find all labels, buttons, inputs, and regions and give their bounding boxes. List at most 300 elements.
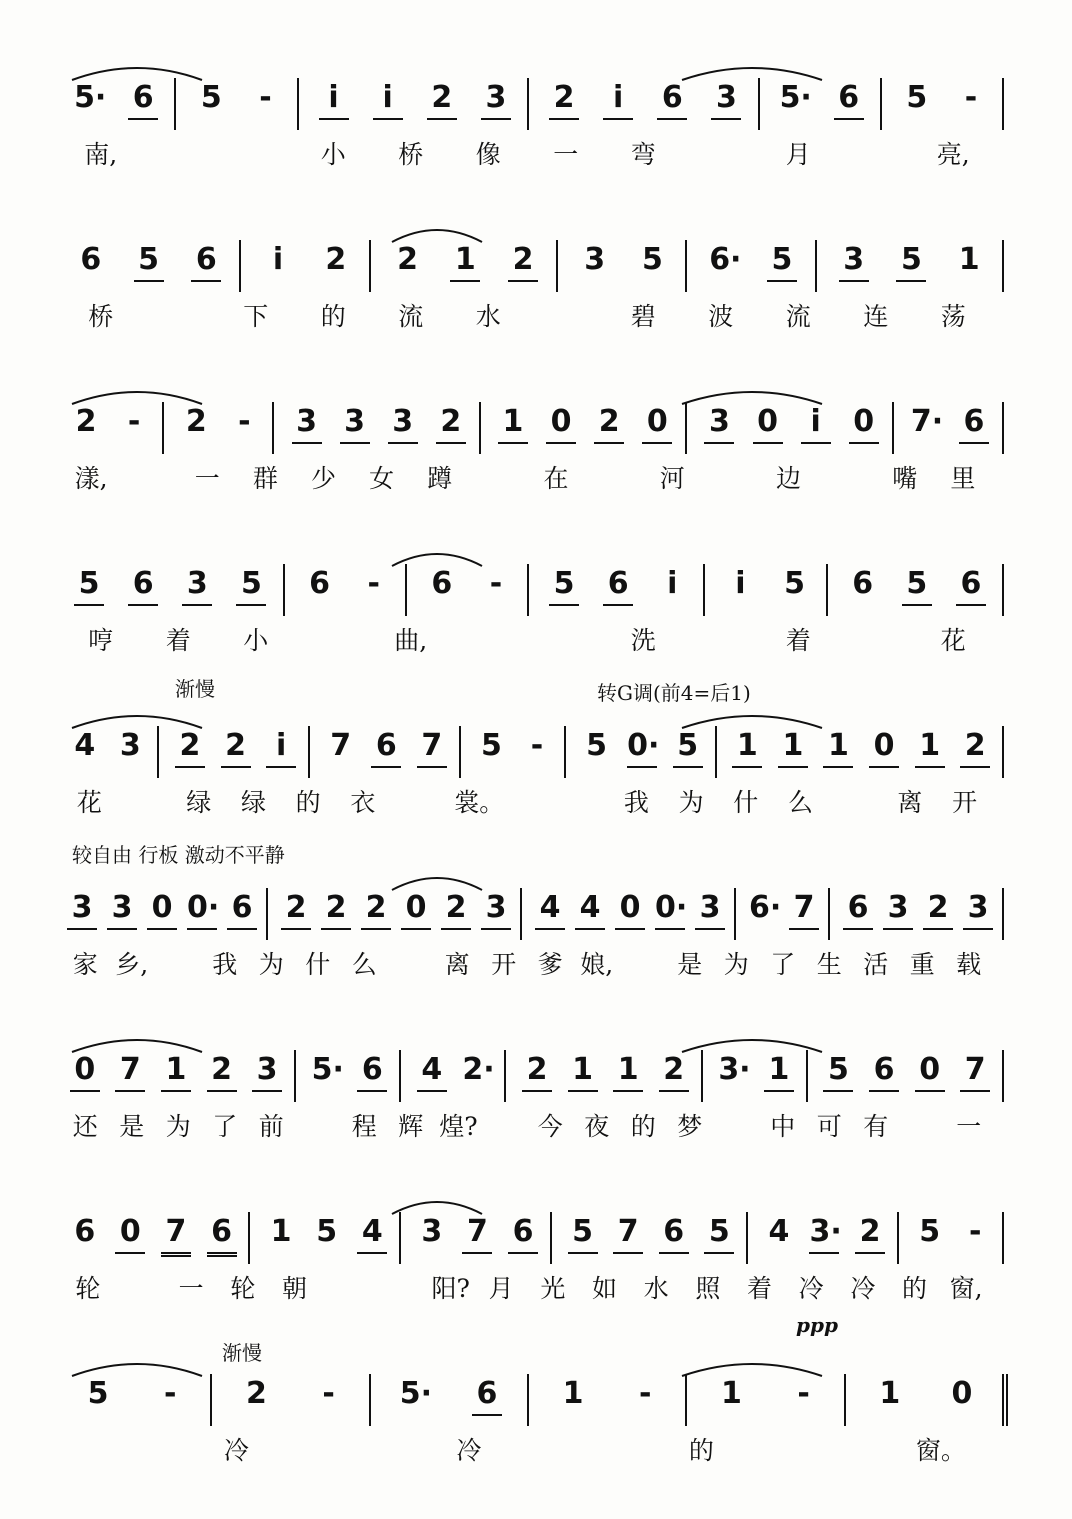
note: - <box>968 1214 982 1249</box>
barline <box>880 78 882 130</box>
barline <box>527 78 529 130</box>
notation-line <box>0 888 1072 948</box>
lyric-syllable: 里 <box>950 464 976 493</box>
note: 5· <box>311 1052 344 1087</box>
note: 1 <box>568 1050 598 1092</box>
lyric-syllable: 桥 <box>88 302 114 331</box>
note: 2 <box>245 1376 267 1411</box>
note: 1 <box>879 1376 901 1411</box>
note: - <box>238 404 251 439</box>
lyric-syllable: 南, <box>84 140 118 169</box>
note: 6 <box>128 564 158 606</box>
barline <box>297 78 299 130</box>
barline <box>1002 402 1004 454</box>
barline <box>504 1050 506 1102</box>
note: 2 <box>659 1050 689 1092</box>
barline <box>162 402 164 454</box>
note: 2 <box>549 78 579 120</box>
barline <box>685 1374 687 1426</box>
note: 1 <box>720 1376 742 1411</box>
lyric-syllable: 花 <box>940 626 966 655</box>
note: 1 <box>450 240 480 282</box>
barline <box>266 888 268 940</box>
note: 5 <box>568 1212 598 1254</box>
note: 7 <box>462 1212 492 1254</box>
score-system <box>0 1032 1072 1195</box>
lyric-syllable: 阳? <box>431 1274 470 1303</box>
barline <box>758 78 760 130</box>
note: 2 <box>185 404 207 439</box>
lyric-syllable: 娘, <box>580 950 614 979</box>
note: 0 <box>147 888 177 930</box>
note: 5 <box>480 728 502 763</box>
note: 7· <box>910 404 944 439</box>
barline <box>157 726 159 778</box>
note: 3 <box>119 728 141 763</box>
note: 1 <box>613 1050 643 1092</box>
note: 7 <box>115 1050 145 1092</box>
note: 0· <box>187 888 217 930</box>
notation-line <box>0 1212 1072 1272</box>
note: 7 <box>417 726 447 768</box>
barline <box>1002 1212 1004 1264</box>
note: 1 <box>732 726 762 768</box>
note: 1 <box>161 1050 191 1092</box>
lyric-syllable: 绿 <box>186 788 212 817</box>
lyric-syllable: 一 <box>956 1112 982 1141</box>
lyric-syllable: 连 <box>863 302 889 331</box>
performance-direction: 渐慢 <box>175 677 215 701</box>
note: 1 <box>823 726 853 768</box>
lyric-syllable: 如 <box>591 1274 617 1303</box>
note: 3· <box>809 1212 839 1254</box>
barline <box>399 1050 401 1102</box>
barline <box>550 1212 552 1264</box>
note: 7 <box>613 1212 643 1254</box>
lyric-syllable: 群 <box>252 464 278 493</box>
lyric-syllable: 水 <box>475 302 501 331</box>
lyric-syllable: 像 <box>475 140 501 169</box>
note: 3 <box>584 242 606 277</box>
barline <box>369 1374 371 1426</box>
note: 0 <box>401 888 431 930</box>
lyric-syllable: 还 <box>72 1112 98 1141</box>
note: 4 <box>357 1212 387 1254</box>
note: 6 <box>309 566 330 601</box>
note: 0 <box>915 1050 945 1092</box>
note: 4 <box>535 888 565 930</box>
lyric-syllable: 的 <box>295 788 321 817</box>
note: 5 <box>902 564 932 606</box>
lyric-syllable: 的 <box>630 1112 656 1141</box>
note: 2 <box>361 888 391 930</box>
note: 6 <box>508 1212 538 1254</box>
note: 0 <box>70 1050 100 1092</box>
lyric-syllable: 窗, <box>949 1274 983 1303</box>
barline <box>1002 726 1004 778</box>
lyric-syllable: 边 <box>776 464 802 493</box>
lyric-syllable: 的 <box>901 1274 927 1303</box>
note: 2 <box>397 242 418 277</box>
note: 3 <box>107 888 137 930</box>
note: - <box>367 566 380 601</box>
barline <box>844 1374 846 1426</box>
performance-direction: 较自由 行板 激动不平静 <box>72 843 285 867</box>
lyric-syllable: 裳。 <box>454 788 505 817</box>
note: 3 <box>388 402 418 444</box>
lyric-syllable: 曲, <box>394 626 428 655</box>
note: 2 <box>207 1050 237 1092</box>
lyric-syllable: 漾, <box>74 464 108 493</box>
note: 1 <box>270 1214 292 1249</box>
note: i <box>801 402 831 444</box>
note: 6 <box>431 566 453 601</box>
note: 6 <box>869 1050 899 1092</box>
note: 7 <box>161 1212 191 1257</box>
barline <box>701 1050 703 1102</box>
note: 5 <box>200 80 222 115</box>
lyric-syllable: 么 <box>788 788 814 817</box>
barline <box>715 726 717 778</box>
note: 6 <box>128 78 158 120</box>
score-system <box>0 870 1072 1033</box>
note: 5 <box>906 80 928 115</box>
note: 3 <box>252 1050 282 1092</box>
note: i <box>603 78 633 120</box>
lyric-syllable: 为 <box>165 1112 191 1141</box>
barline <box>527 564 529 616</box>
note: 6 <box>80 242 102 277</box>
note: i <box>373 78 403 120</box>
score-system <box>0 546 1072 709</box>
note: i <box>266 726 296 768</box>
note: - <box>164 1376 177 1411</box>
score-system <box>0 1194 1072 1357</box>
note: 0 <box>849 402 879 444</box>
barline <box>746 1212 748 1264</box>
lyric-syllable: 梦 <box>677 1112 703 1141</box>
note: 3 <box>421 1214 443 1249</box>
note: 6 <box>843 888 873 930</box>
note: i <box>667 566 678 601</box>
lyric-syllable: 河 <box>659 464 685 493</box>
barline <box>1002 78 1004 130</box>
note: 4 <box>417 1050 447 1092</box>
lyric-syllable: 有 <box>863 1112 889 1141</box>
lyric-syllable: 今 <box>537 1112 563 1141</box>
note: 5 <box>642 242 663 277</box>
note: - <box>259 80 272 115</box>
lyric-syllable: 离 <box>444 950 470 979</box>
lyric-syllable: 夜 <box>584 1112 610 1141</box>
lyric-syllable: 小 <box>243 626 269 655</box>
lyric-syllable: 窗。 <box>915 1436 966 1465</box>
barline <box>239 240 241 292</box>
barline <box>897 1212 899 1264</box>
barline <box>479 402 481 454</box>
barline <box>210 1374 212 1426</box>
lyric-syllable: 轮 <box>230 1274 256 1303</box>
lyric-syllable: 我 <box>623 788 649 817</box>
lyric-syllable: 么 <box>351 950 377 979</box>
note: 2 <box>221 726 251 768</box>
note: 6· <box>749 890 782 925</box>
lyric-syllable: 蹲 <box>427 464 453 493</box>
note: 6 <box>227 888 257 930</box>
note: 5 <box>704 1212 734 1254</box>
note: 2 <box>960 726 990 768</box>
note: 5 <box>919 1214 941 1249</box>
barline <box>248 1212 250 1264</box>
lyric-syllable: 是 <box>677 950 703 979</box>
note: 2 <box>436 402 466 444</box>
note: 6 <box>74 1214 96 1249</box>
note: 6 <box>207 1212 237 1257</box>
lyric-syllable: 一 <box>178 1274 204 1303</box>
barline <box>520 888 522 940</box>
lyric-syllable: 一 <box>553 140 579 169</box>
note: 6 <box>657 78 687 120</box>
lyric-syllable: 家 <box>72 950 98 979</box>
lyric-syllable: 载 <box>956 950 982 979</box>
lyric-syllable: 洗 <box>630 626 656 655</box>
lyric-syllable: 荡 <box>940 302 966 331</box>
lyric-syllable: 碧 <box>630 302 656 331</box>
note: 0 <box>115 1212 145 1254</box>
barline <box>272 402 274 454</box>
lyric-syllable: 了 <box>770 950 796 979</box>
barline <box>1002 888 1004 940</box>
lyric-syllable: 离 <box>897 788 923 817</box>
lyric-syllable: 什 <box>305 950 331 979</box>
note: 5 <box>74 564 104 606</box>
note: 0· <box>627 726 657 768</box>
note: 2 <box>325 242 347 277</box>
note: 3 <box>711 78 741 120</box>
note: 4 <box>74 728 96 763</box>
note: 5 <box>87 1376 109 1411</box>
note: 6 <box>959 402 989 444</box>
lyric-syllable: 开 <box>952 788 978 817</box>
note: 7 <box>960 1050 990 1092</box>
note: - <box>322 1376 335 1411</box>
note: 3 <box>704 402 734 444</box>
note: 4 <box>768 1214 790 1249</box>
lyric-syllable: 弯 <box>630 140 656 169</box>
note: 2 <box>75 404 97 439</box>
note: i <box>272 242 284 277</box>
performance-direction: 转G调(前4=后1) <box>597 681 751 705</box>
barline <box>294 1050 296 1102</box>
lyric-syllable: 是 <box>119 1112 145 1141</box>
note: - <box>797 1376 810 1411</box>
lyric-syllable: 月 <box>785 140 811 169</box>
note: 3 <box>292 402 322 444</box>
notation-line <box>0 78 1072 138</box>
notation-line <box>0 402 1072 462</box>
note: - <box>489 566 503 601</box>
note: 4 <box>575 888 605 930</box>
lyric-syllable: 光 <box>540 1274 566 1303</box>
lyric-syllable: 我 <box>212 950 238 979</box>
note: - <box>964 80 978 115</box>
note: 6 <box>834 78 864 120</box>
lyric-syllable: 嘴 <box>892 464 918 493</box>
note: 3 <box>963 888 993 930</box>
lyric-syllable: 月 <box>488 1274 514 1303</box>
note: 6 <box>357 1050 387 1092</box>
lyric-syllable: 衣 <box>350 788 376 817</box>
note: 2 <box>923 888 953 930</box>
final-barline <box>1002 1374 1008 1426</box>
lyric-syllable: 着 <box>746 1274 772 1303</box>
lyric-syllable: 照 <box>695 1274 721 1303</box>
note: 2 <box>175 726 205 768</box>
note: 0 <box>546 402 576 444</box>
note: 3 <box>67 888 97 930</box>
note: 3 <box>839 240 869 282</box>
lyric-syllable: 煌? <box>439 1112 478 1141</box>
lyric-syllable: 冷 <box>798 1274 824 1303</box>
barline <box>1002 1050 1004 1102</box>
performance-direction: ppp <box>796 1313 838 1337</box>
lyric-syllable: 什 <box>733 788 759 817</box>
barline <box>685 402 687 454</box>
score-system <box>0 384 1072 547</box>
notation-line <box>0 564 1072 624</box>
note: 7 <box>330 728 352 763</box>
barline <box>1002 240 1004 292</box>
barline <box>892 402 894 454</box>
lyric-syllable: 程 <box>351 1112 377 1141</box>
lyric-syllable: 中 <box>770 1112 796 1141</box>
barline <box>308 726 310 778</box>
lyric-syllable: 为 <box>258 950 284 979</box>
lyric-syllable: 绿 <box>240 788 266 817</box>
lyric-syllable: 轮 <box>75 1274 101 1303</box>
lyric-syllable: 花 <box>76 788 102 817</box>
note: 6 <box>371 726 401 768</box>
barline <box>399 1212 401 1264</box>
note: 5· <box>74 80 107 115</box>
note: 1 <box>778 726 808 768</box>
note: 0 <box>615 888 645 930</box>
note: 5· <box>399 1376 433 1411</box>
note: 5 <box>673 726 703 768</box>
note: 1 <box>764 1050 794 1092</box>
note: i <box>319 78 349 120</box>
lyric-syllable: 了 <box>212 1112 238 1141</box>
note: 3 <box>695 888 725 930</box>
lyric-syllable: 流 <box>785 302 811 331</box>
lyric-syllable: 为 <box>723 950 749 979</box>
barline <box>826 564 828 616</box>
note: 3· <box>718 1052 751 1087</box>
lyric-syllable: 前 <box>258 1112 284 1141</box>
lyric-syllable: 活 <box>863 950 889 979</box>
barline <box>174 78 176 130</box>
lyric-syllable: 流 <box>398 302 424 331</box>
note: 2 <box>855 1212 885 1254</box>
lyric-syllable: 哼 <box>88 626 114 655</box>
note: 5 <box>316 1214 338 1249</box>
note: 2 <box>321 888 351 930</box>
note: 2· <box>462 1052 495 1087</box>
note: 3 <box>883 888 913 930</box>
note: 2 <box>594 402 624 444</box>
lyric-syllable: 着 <box>785 626 811 655</box>
note: 2 <box>427 78 457 120</box>
lyric-syllable: 生 <box>816 950 842 979</box>
lyric-syllable: 着 <box>165 626 191 655</box>
note: - <box>127 404 141 439</box>
lyric-syllable: 女 <box>369 464 395 493</box>
note: 2 <box>281 888 311 930</box>
note: 3 <box>340 402 370 444</box>
barline <box>556 240 558 292</box>
note: 1 <box>915 726 945 768</box>
lyric-syllable: 下 <box>243 302 269 331</box>
note: 1 <box>498 402 528 444</box>
note: 1 <box>958 242 980 277</box>
performance-direction: 渐慢 <box>222 1341 262 1365</box>
lyric-syllable: 为 <box>678 788 704 817</box>
note: 1 <box>562 1376 584 1411</box>
lyric-syllable: 的 <box>320 302 346 331</box>
lyric-syllable: 朝 <box>281 1274 307 1303</box>
note: 5 <box>236 564 266 606</box>
note: 5 <box>549 564 579 606</box>
note: i <box>735 566 746 601</box>
barline <box>685 240 687 292</box>
barline <box>828 888 830 940</box>
lyric-syllable: 冷 <box>456 1436 482 1465</box>
score-system <box>0 60 1072 223</box>
notation-line <box>0 1374 1072 1434</box>
note: 5· <box>779 80 812 115</box>
notation-line <box>0 726 1072 786</box>
score-system <box>0 222 1072 385</box>
note: 5 <box>586 728 608 763</box>
lyric-syllable: 一 <box>194 464 220 493</box>
note: - <box>639 1376 652 1411</box>
note: 6 <box>852 566 874 601</box>
barline <box>527 1374 529 1426</box>
note: 5 <box>134 240 164 282</box>
barline <box>734 888 736 940</box>
note: 5 <box>823 1050 853 1092</box>
lyric-syllable: 爹 <box>537 950 563 979</box>
notation-line <box>0 240 1072 300</box>
barline <box>806 1050 808 1102</box>
lyric-syllable: 冷 <box>850 1274 876 1303</box>
lyric-syllable: 水 <box>643 1274 669 1303</box>
note: 0 <box>753 402 783 444</box>
lyric-syllable: 乡, <box>115 950 149 979</box>
lyric-syllable: 开 <box>491 950 517 979</box>
lyric-syllable: 在 <box>543 464 569 493</box>
barline <box>564 726 566 778</box>
barline <box>703 564 705 616</box>
lyric-syllable: 亮, <box>936 140 970 169</box>
note: 7 <box>789 888 819 930</box>
notation-line <box>0 1050 1072 1110</box>
note: 2 <box>508 240 538 282</box>
note: 6 <box>956 564 986 606</box>
note: 2 <box>441 888 471 930</box>
lyric-syllable: 少 <box>311 464 337 493</box>
note: 5 <box>784 566 805 601</box>
